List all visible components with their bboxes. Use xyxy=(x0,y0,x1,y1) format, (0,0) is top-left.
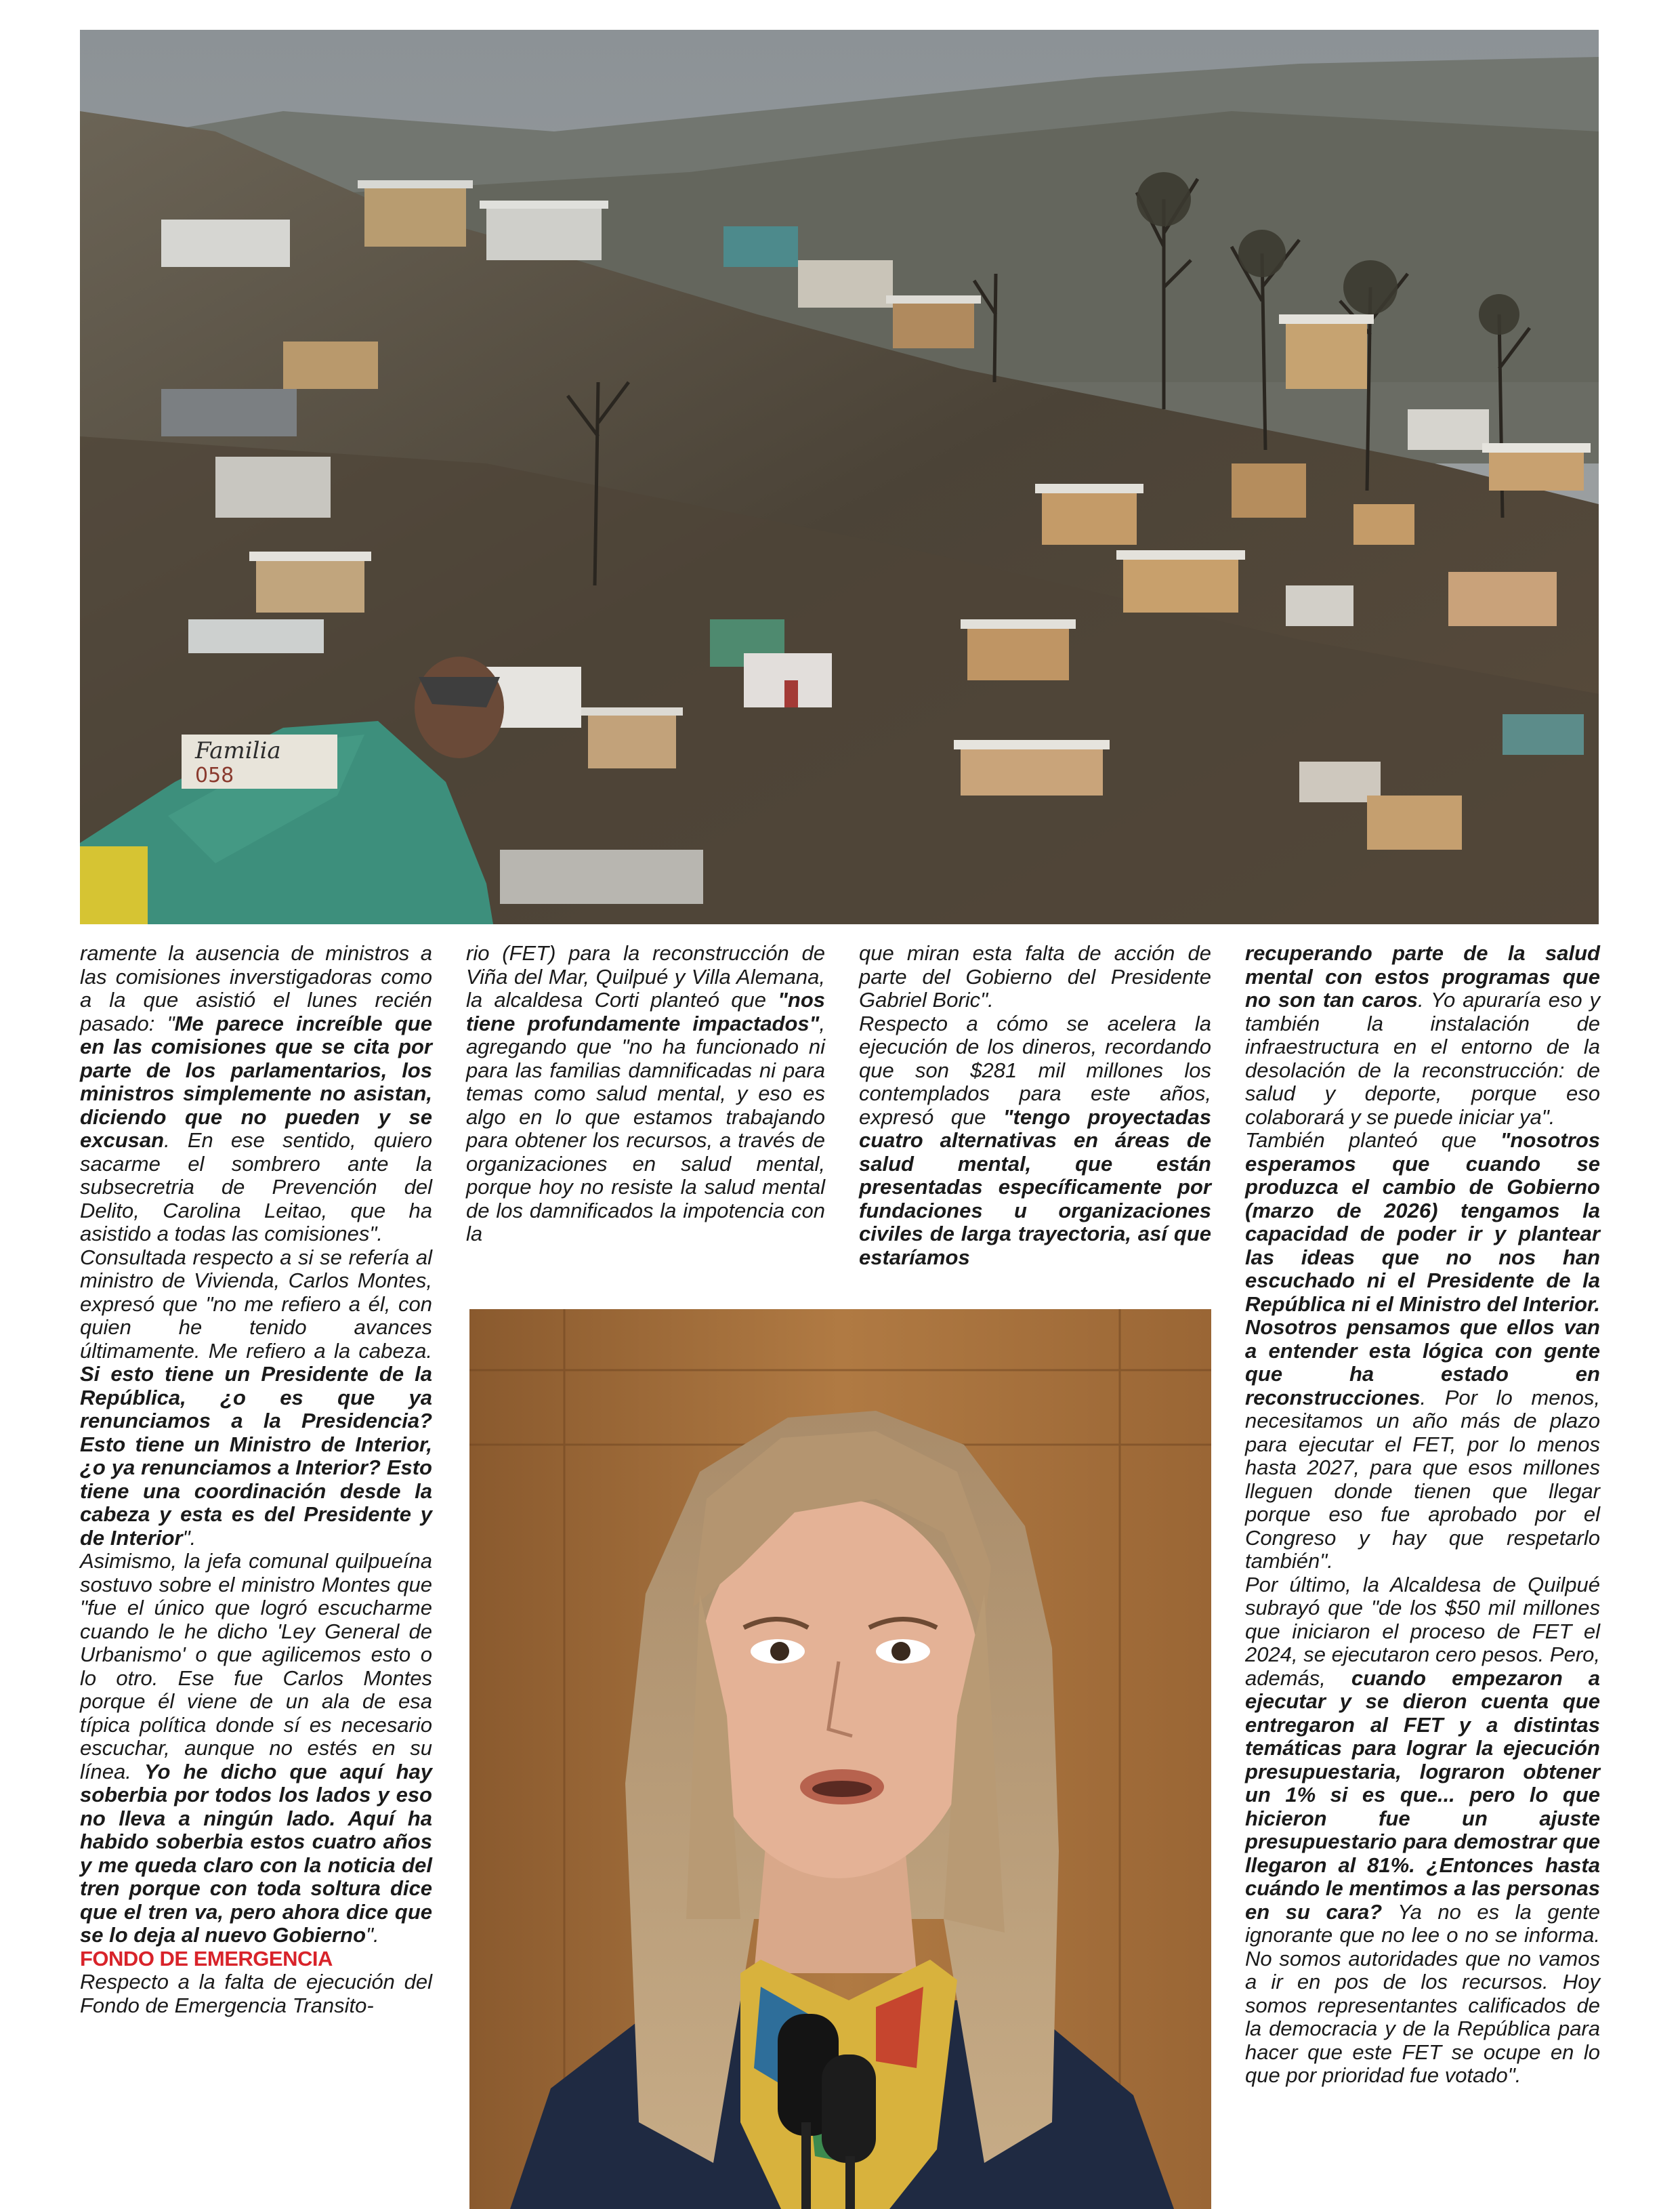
paragraph: ramente la ausencia de ministros a las comisiones inverstigadoras como a la que asistió el lunes recién pasado: "Me parece increíble que en las comisiones que se cita por parte de los parlamentarios, los ministros simplemente no asistan, diciendo que no pueden y se excusan. En ese sentido, quiero sacarme el sombrero ante la subsecretria de Prevención del Delito, Carolina Leitao, que ha asistido a todas las comisiones". xyxy=(80,941,432,1245)
paragraph: También planteó que "nosotros esperamos que cuando se produzca el cambio de Gobierno (marzo de 2026) tengamos la capacidad de poder ir y plantear las ideas que no nos han escuchado ni el Presidente de la República ni el Ministro del Interior. Nosotros pensamos que ellos van a entender esta lógica con gente que ha estado en reconstrucciones. Por lo menos, necesitamos un año más de plazo para ejecutar el FET, por lo menos hasta 2027, para que esos millones lleguen donde tienen que llegar porque eso fue aprobado por el Congreso y hay que respetarlo también". xyxy=(1245,1128,1600,1573)
paragraph: que miran esta falta de acción de parte del Gobierno del Presidente Gabriel Boric". xyxy=(859,941,1211,1012)
article-column-1 xyxy=(80,942,432,2017)
article-column-3 xyxy=(859,942,1211,1269)
paragraph: Por último, la Alcaldesa de Quilpué subrayó que "de los $50 mil millones que iniciaron el proceso de FET el 2024, se ejecutaron cero pesos. Pero, además, cuando empezaron a ejecutar y se dieron cuenta que entregaron al FET y a distintas temáticas para lograr la ejecución presupuestaria, lograron obtener un 1% si es que... pero lo que hicieron fue un ajuste presupuestario para demostrar que llegaron al 81%. ¿Entonces hasta cuándo le mentimos a las personas en su cara? Ya no es la gente ignorante que no lee o no se informa. No somos autoridades que no vamos a ir en pos de los recursos. Hoy somos representantes calificados de la democracia y de la República para hacer que este FET se ocupe en lo que por prioridad fue votado". xyxy=(1245,1572,1600,2087)
sign-number: 058 xyxy=(195,764,234,787)
paragraph: Consultada respecto a si se refería al ministro de Vivienda, Carlos Montes, expresó que "no me refiero a él, con quien he tenido avances últimamente. Me refiero a la cabeza. Si esto tiene un Presidente de la República, ¿o es que ya renunciamos a la Presidencia? Esto tiene un Ministro de Interior, ¿o ya renunciamos a Interior? Esto tiene una coordinación desde la cabeza y esta es del Presidente y de Interior". xyxy=(80,1245,432,1550)
alcaldesa-portrait-photo xyxy=(469,1309,1211,2209)
article-column-2 xyxy=(466,942,825,1246)
paragraph: Respecto a cómo se acelera la ejecución de los dineros, recordando que son $281 mil millones los contemplados para este años, expresó que "tengo proyectadas cuatro alternativas en áreas de salud mental, que están presentadas específicamente por fundaciones u organizaciones civiles de larga trayectoria, así que estaríamos xyxy=(859,1011,1211,1269)
sign-text: Familia xyxy=(195,737,281,764)
section-heading: FONDO DE EMERGENCIA xyxy=(80,1946,333,1970)
article-column-4 xyxy=(1245,942,1600,2088)
paragraph: Respecto a la falta de ejecución del Fondo de Emergencia Transito- xyxy=(80,1970,432,2017)
paragraph: Asimismo, la jefa comunal quilpueína sostuvo sobre el ministro Montes que "fue el único que logró escucharme cuando le he dicho 'Ley General de Urbanismo' o que agilicemos esto o lo otro. Ese fue Carlos Montes porque él viene de un ala de esa típica política donde sí es necesario escuchar, aunque no estés en su línea. Yo he dicho que aquí hay soberbia por todos los lados y eso no lleva a ningún lado. Aquí ha habido soberbia estos cuatro años y me queda claro con la noticia del tren porque con toda soltura dice que el tren va, pero ahora dice que se lo deja al nuevo Gobierno". xyxy=(80,1549,432,1947)
paragraph: recuperando parte de la salud mental con estos programas que no son tan caros. Yo apuraría eso y también la instalación de infraestructura en el entorno de la desolación de la reconstrucción: de salud y deporte, porque eso colaborará y se puede iniciar ya". xyxy=(1245,941,1600,1129)
paragraph: rio (FET) para la reconstrucción de Viña del Mar, Quilpué y Villa Alemana, la alcaldesa Corti planteó que "nos tiene profundamente impactados", agregando que "no ha funcionado ni para las familias damnificadas ni para temas como salud mental, y eso es algo en lo que estamos trabajando para obtener los recursos, a través de organizaciones en salud mental, porque hoy no resiste la salud mental de los damnificados la impotencia con la xyxy=(466,941,825,1245)
hillside-photo xyxy=(80,30,1599,924)
